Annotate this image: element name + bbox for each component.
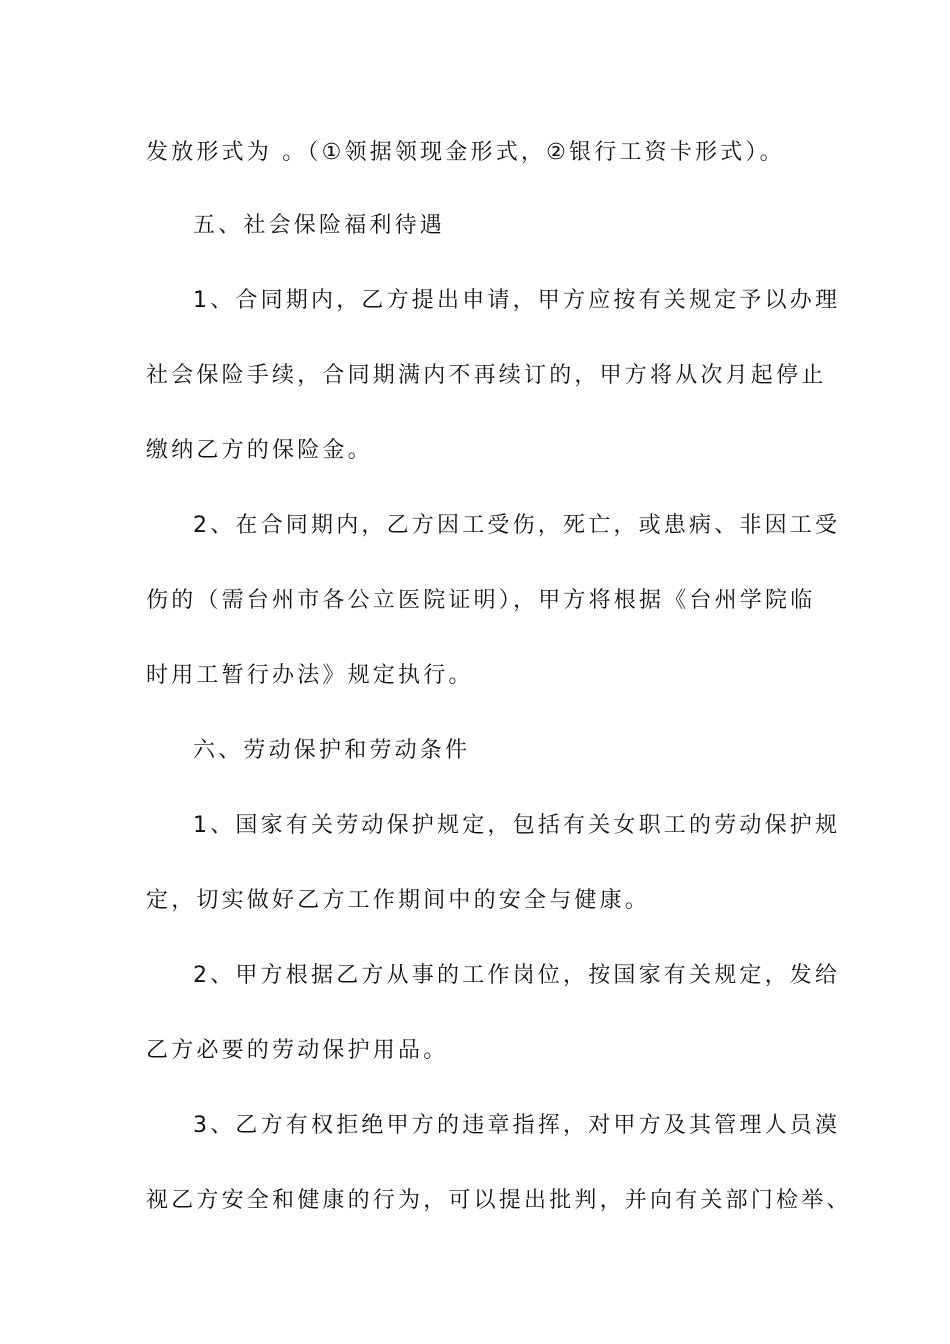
text-line: 伤的（需台州市各公立医院证明），甲方将根据《台州学院临 bbox=[146, 588, 816, 613]
text-line: 发放形式为 。（①领据领现金形式，②银行工资卡形式）。 bbox=[146, 140, 785, 165]
paragraph-line: 2、在合同期内，乙方因工受伤，死亡，或患病、非因工受 bbox=[193, 513, 841, 538]
paragraph-line: 3、乙方有权拒绝甲方的违章指挥，对甲方及其管理人员漠 bbox=[193, 1113, 841, 1138]
paragraph-line: 1、国家有关劳动保护规定，包括有关女职工的劳动保护规 bbox=[193, 813, 841, 838]
paragraph-line: 2、甲方根据乙方从事的工作岗位，按国家有关规定，发给 bbox=[193, 963, 841, 988]
text-line: 视乙方安全和健康的行为，可以提出批判，并向有关部门检举、 bbox=[146, 1188, 852, 1213]
text-line: 时用工暂行办法》规定执行。 bbox=[146, 663, 474, 688]
text-line: 定，切实做好乙方工作期间中的安全与健康。 bbox=[146, 888, 651, 913]
text-line: 乙方必要的劳动保护用品。 bbox=[146, 1038, 449, 1063]
text-line: 缴纳乙方的保险金。 bbox=[146, 438, 373, 463]
paragraph-line: 1、合同期内，乙方提出申请，甲方应按有关规定予以办理 bbox=[193, 288, 841, 313]
section-heading: 五、社会保险福利待遇 bbox=[193, 213, 446, 238]
section-heading: 六、劳动保护和劳动条件 bbox=[193, 738, 471, 763]
text-line: 社会保险手续，合同期满内不再续订的，甲方将从次月起停止 bbox=[146, 363, 827, 388]
